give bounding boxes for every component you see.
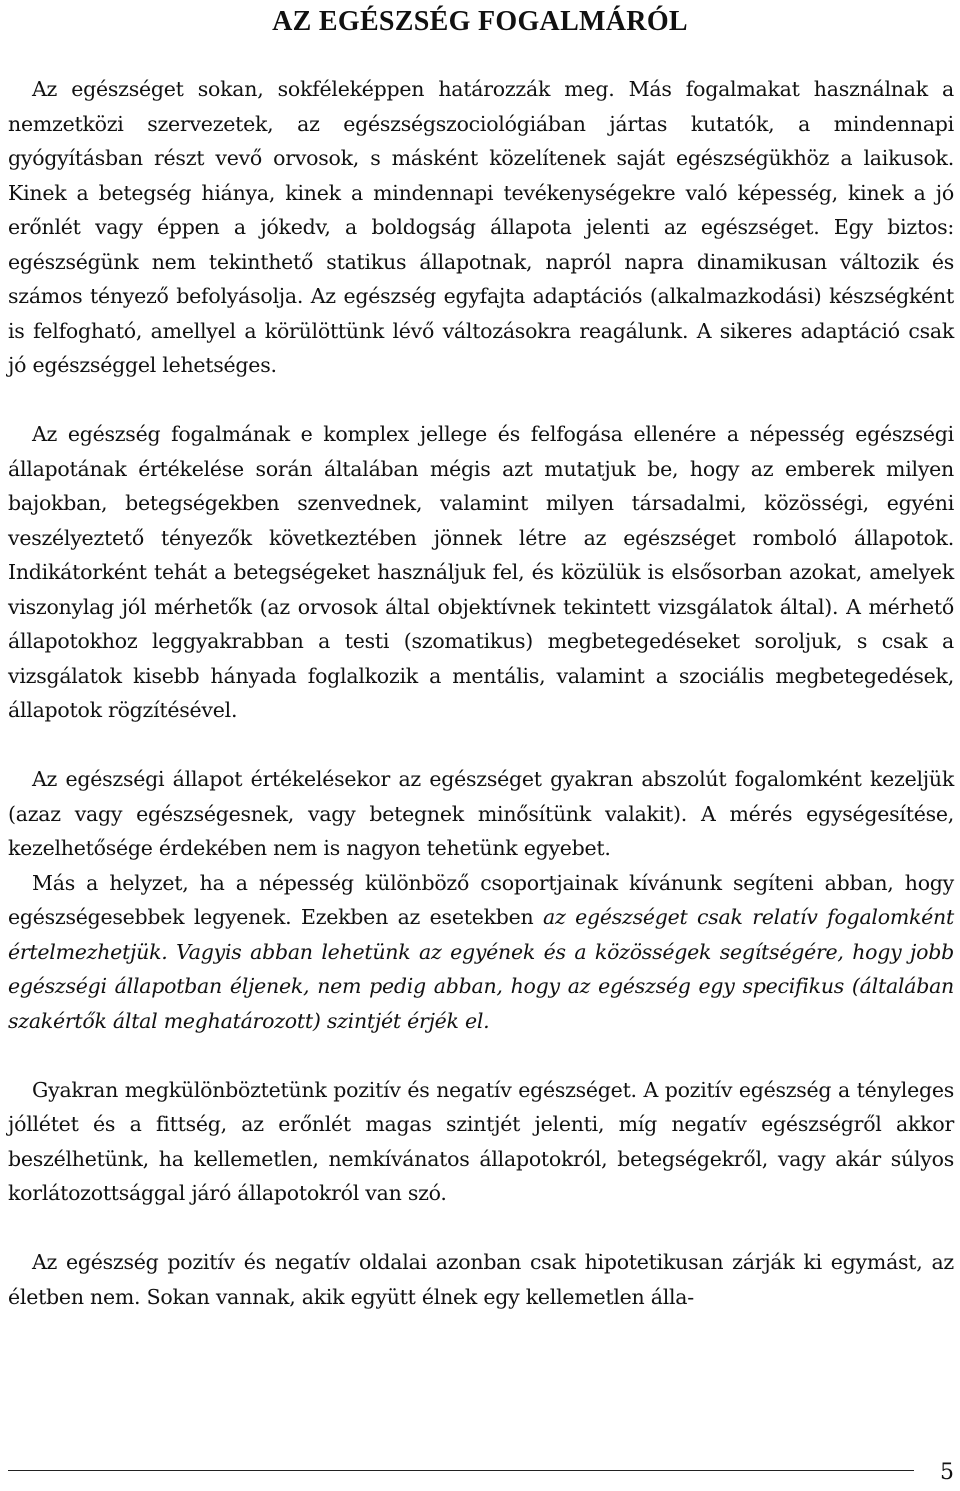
paragraph-3-sentence-1: Az egészségi állapot értékelésekor az egészséget gyakran abszolút fogalomként kezeljük (azaz vagy egészségesnek, vagy betegnek minősítünk valakit). A mérés egységesítése, kezelhetősége érdekében nem is nagyon tehetünk egyebet. — [8, 767, 954, 860]
paragraph-4: Gyakran megkülönböztetünk pozitív és negatív egészséget. A pozitív egészség a tényleges jóllétet és a fittség, az erőnlét magas szintjét jelenti, míg negatív egészségről akkor beszélhetünk, ha kellemetlen, nemkívánatos állapotokról, betegségekről, vagy akár súlyos korlátozottsággal járó állapotokról van szó. — [8, 1077, 954, 1205]
page-title: AZ EGÉSZSÉG FOGALMÁRÓL — [272, 6, 688, 37]
paragraph-3-sentence-2-text: Más a helyzet, ha a népesség különböző csoportjainak kívánunk segíteni abban, hogy egészségesebbek legyenek. Ezekben az esetekben — [8, 870, 954, 929]
paragraph-5: Az egészség pozitív és negatív oldalai azonban csak hipotetikusan zárják ki egymást, az életben nem. Sokan vannak, akik együtt élnek egy kellemetlen álla- — [8, 1250, 954, 1309]
footer-rule — [8, 1470, 914, 1471]
paragraph-1: Az egészséget sokan, sokféleképpen határozzák meg. Más fogalmakat használnak a nemzetközi szervezetek, az egészségszociológiában jártas kutatók, a mindennapi gyógyításban részt vevő orvosok, s másként közelítenek saját egészségükhöz a laikusok. Kinek a betegség hiánya, kinek a mindennapi tevékenységekre való képesség, kinek a jó erőnlét vagy éppen a jókedv, a boldogság állapota jelenti az egészséget. Egy biztos: egészségünk nem tekinthető statikus állapotnak, napról napra dinamikusan változik és számos tényező befolyásolja. Az egészség egyfajta adaptációs (alkalmazkodási) készségként is felfogható, amellyel a körülöttünk lévő változásokra reagálunk. A sikeres adaptáció csak jó egészséggel lehetséges. — [8, 77, 954, 377]
paragraph-3 — [8, 762, 954, 1038]
page-number: 5 — [940, 1460, 954, 1485]
article-body — [8, 72, 954, 1314]
emphasized-text: az egészséget csak relatív fogalomként értelmezhetjük. Vagyis abban lehetünk az egyének és a közösségek segítségére, hogy jobb egészségi állapotban éljenek, nem pedig abban, hogy az egészség egy specifikus (általában szakértők által meghatározott) szintjét érjék el. — [8, 905, 955, 1033]
paragraph-2: Az egészség fogalmának e komplex jellege és felfogása ellenére a népesség egészségi állapotának értékelése során általában mégis azt mutatjuk be, hogy az emberek milyen bajokban, betegségekben szenvednek, valamint milyen társadalmi, közösségi, egyéni veszélyeztető tényezők következtében jönnek létre az egészséget romboló állapotok. Indikátorként tehát a betegségeket használjuk fel, és közülük is elsősorban azokat, amelyek viszonylag jól mérhetők (az orvosok által objektívnek tekintett vizsgálatok által). A mérhető állapotokhoz leggyakrabban a testi (szomatikus) megbetegedéseket soroljuk, s csak a vizsgálatok kisebb hányada foglalkozik a mentális, valamint a szociális megbetegedések, állapotok rögzítésével. — [8, 422, 954, 722]
